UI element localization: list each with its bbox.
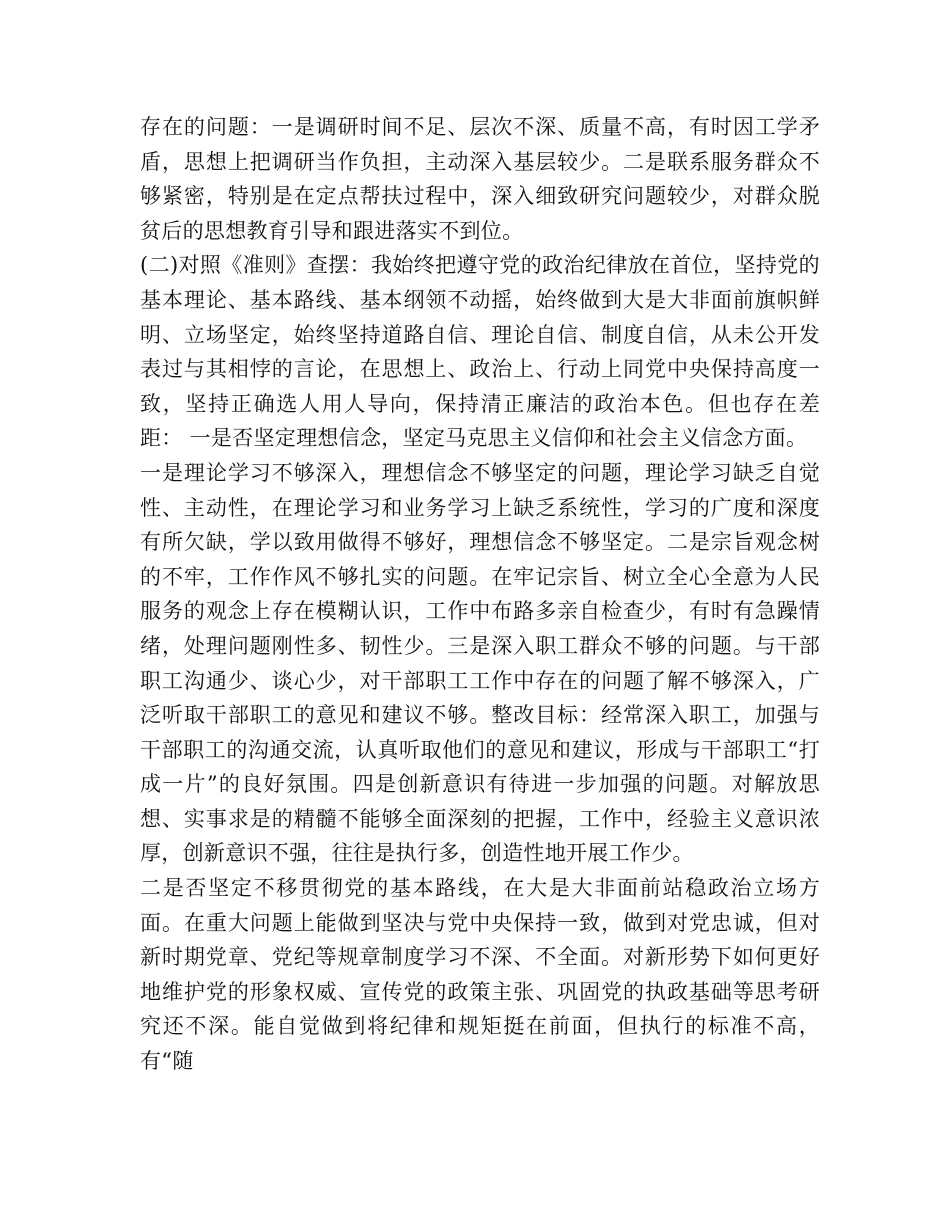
paragraph-3: 一是理论学习不够深入，理想信念不够坚定的问题，理论学习缺乏自觉性、主动性，在理论学习和业务学习上缺乏系统性，学习的广度和深度有所欠缺，学以致用做得不够好，理想信念不够坚定。二是宗旨观念树的不牢，工作作风不够扎实的问题。在牢记宗旨、树立全心全意为人民服务的观念上存在模糊认识，工作中布路多亲自检查少，有时有急躁情绪，处理问题刚性多、韧性少。三是深入职工群众不够的问题。与干部职工沟通少、谈心少，对干部职工工作中存在的问题了解不够深入，广泛听取干部职工的意见和建议不够。整改目标：经常深入职工，加强与干部职工的沟通交流，认真听取他们的意见和建议，形成与干部职工“打成一片”的良好氛围。四是创新意识有待进一步加强的问题。对解放思想、实事求是的精髓不能够全面深刻的把握，工作中，经验主义意识浓厚，创新意识不强，往往是执行多，创造性地开展工作少。 xyxy=(140,460,820,866)
document-page xyxy=(140,110,820,1079)
paragraph-1: 存在的问题：一是调研时间不足、层次不深、质量不高，有时因工学矛盾，思想上把调研当作负担，主动深入基层较少。二是联系服务群众不够紧密，特别是在定点帮扶过程中，深入细致研究问题较少，对群众脱贫后的思想教育引导和跟进落实不到位。 xyxy=(140,115,820,243)
paragraph-4: 二是否坚定不移贯彻党的基本路线，在大是大非面前站稳政治立场方面。在重大问题上能做到坚决与党中央保持一致，做到对党忠诚，但对新时期党章、党纪等规章制度学习不深、不全面。对新形势下如何更好地维护党的形象权威、宣传党的政策主张、巩固党的执政基础等思考研究还不深。能自觉做到将纪律和规矩挺在前面，但执行的标准不高，有“随 xyxy=(140,876,820,1074)
paragraph-2: (二)对照《准则》查摆：我始终把遵守党的政治纪律放在首位，坚持党的基本理论、基本路线、基本纲领不动摇，始终做到大是大非面前旗帜鲜明、立场坚定，始终坚持道路自信、理论自信、制度自信，从未公开发表过与其相悖的言论，在思想上、政治上、行动上同党中央保持高度一致，坚持正确选人用人导向，保持清正廉洁的政治本色。但也存在差距： 一是否坚定理想信念，坚定马克思主义信仰和社会主义信念方面。 xyxy=(140,253,820,451)
